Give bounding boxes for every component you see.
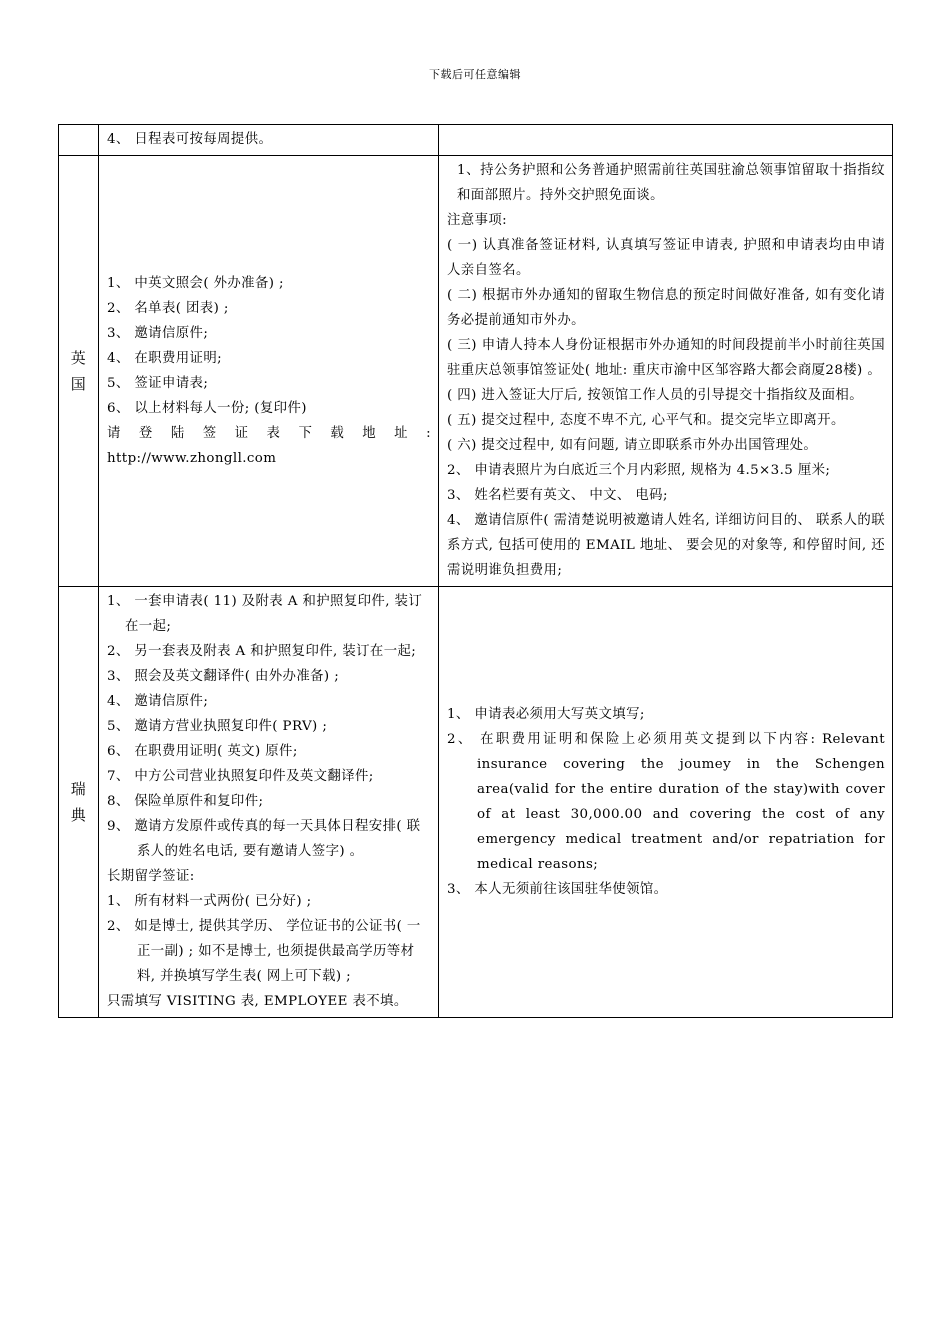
list-item: 5、 签证申请表; — [107, 375, 209, 391]
list-item: 3、 照会及英文翻译件( 由外办准备) ; — [107, 669, 340, 684]
table-row-continued — [59, 125, 893, 156]
list-item: 只需填写 VISITING 表, EMPLOYEE 表不填。 — [107, 994, 408, 1009]
note-item: 3、 本人无须前往该国驻华使领馆。 — [447, 881, 668, 897]
list-item: 1、 中英文照会( 外办准备) ; — [107, 275, 284, 291]
note-item: 3、 姓名栏要有英文、 中文、 电码; — [447, 488, 668, 503]
list-item: 9、 邀请方发原件或传真的每一天具体日程安排( 联系人的姓名电话, 要有邀请人签字) 。 — [107, 819, 421, 859]
country-char: 国 — [70, 375, 87, 393]
list-item: 1、 一套申请表( 11) 及附表 A 和护照复印件, 装订在一起; — [107, 594, 423, 634]
note-item: 1、持公务护照和公务普通护照需前往英国驻渝总领事馆留取十指指纹和面部照片。持外交护照免面谈。 — [457, 163, 885, 203]
list-item: 7、 中方公司营业执照复印件及英文翻译件; — [107, 769, 374, 784]
country-cell-uk — [59, 156, 99, 587]
list-item: 2、 如是博士, 提供其学历、 学位证书的公证书( 一正一副) ; 如不是博士, 也须提供最高学历等材料, 并换填写学生表( 网上可下载) ; — [107, 919, 421, 984]
note-item: 2、 申请表照片为白底近三个月内彩照, 规格为 4.5×3.5 厘米; — [447, 463, 831, 478]
notes-cell-sweden — [439, 587, 893, 1018]
note-item: ( 六) 提交过程中, 如有问题, 请立即联系市外办出国管理处。 — [447, 438, 818, 453]
note-item: ( 五) 提交过程中, 态度不卑不亢, 心平气和。提交完毕立即离开。 — [447, 413, 845, 428]
list-item: 4、 在职费用证明; — [107, 350, 223, 366]
list-item: 4、 邀请信原件; — [107, 694, 209, 709]
materials-cell-uk — [99, 156, 439, 587]
download-url: http://www.zhongll.com — [107, 450, 277, 466]
visa-requirements-table — [58, 124, 893, 1018]
section-heading: 长期留学签证: — [107, 869, 195, 884]
list-item: 1、 所有材料一式两份( 已分好) ; — [107, 894, 312, 909]
note-item: 4、 邀请信原件( 需清楚说明被邀请人姓名, 详细访问目的、 联系人的联系方式, 包括可使用的 EMAIL 地址、 要会见的对象等, 和停留时间, 还需说明谁负担费用; — [447, 513, 885, 578]
list-item: 5、 邀请方营业执照复印件( PRV) ; — [107, 719, 328, 734]
list-item: 2、 另一套表及附表 A 和护照复印件, 装订在一起; — [107, 644, 417, 659]
country-cell-empty — [59, 125, 99, 156]
note-item: ( 三) 申请人持本人身份证根据市外办通知的时间段提前半小时前往英国驻重庆总领事馆签证处( 地址: 重庆市渝中区邹容路大都会商厦28楼) 。 — [447, 338, 885, 378]
note-item: ( 一) 认真准备签证材料, 认真填写签证申请表, 护照和申请表均由申请人亲自签名。 — [447, 238, 885, 278]
page-header: 下载后可任意编辑 — [429, 68, 521, 81]
country-char: 典 — [70, 806, 87, 824]
country-char: 英 — [70, 349, 87, 367]
list-item: 4、 日程表可按每周提供。 — [107, 132, 273, 147]
note-item: 2、 在职费用证明和保险上必须用英文提到以下内容: Relevant insurance covering the joumey in the Schengen area(valid for the entire duration of the stay)with cover of at least 30,000.00 and covering the cost of any emergency medical treatment and/or repatriation for medical reasons; — [447, 731, 885, 872]
list-item: 2、 名单表( 团表) ; — [107, 300, 229, 316]
note-item: 1、 申请表必须用大写英文填写; — [447, 706, 645, 722]
note-heading: 注意事项: — [447, 213, 508, 228]
country-cell-sweden — [59, 587, 99, 1018]
materials-cell-sweden — [99, 587, 439, 1018]
list-item: 6、 以上材料每人一份; (复印件) — [107, 400, 307, 416]
notes-cell-empty — [439, 125, 893, 156]
note-item: ( 四) 进入签证大厅后, 按领馆工作人员的引导提交十指指纹及面相。 — [447, 388, 864, 403]
note-item: ( 二) 根据市外办通知的留取生物信息的预定时间做好准备, 如有变化请务必提前通知市外办。 — [447, 288, 885, 328]
country-char: 瑞 — [70, 780, 87, 798]
table-row-sweden — [59, 587, 893, 1018]
download-address-label: 请 登 陆 签 证 表 下 载 地 址 : — [107, 425, 431, 441]
notes-cell-uk — [439, 156, 893, 587]
materials-cell — [99, 125, 439, 156]
list-item: 8、 保险单原件和复印件; — [107, 794, 264, 809]
list-item: 6、 在职费用证明( 英文) 原件; — [107, 744, 298, 759]
list-item: 3、 邀请信原件; — [107, 325, 209, 341]
table-row-uk — [59, 156, 893, 587]
